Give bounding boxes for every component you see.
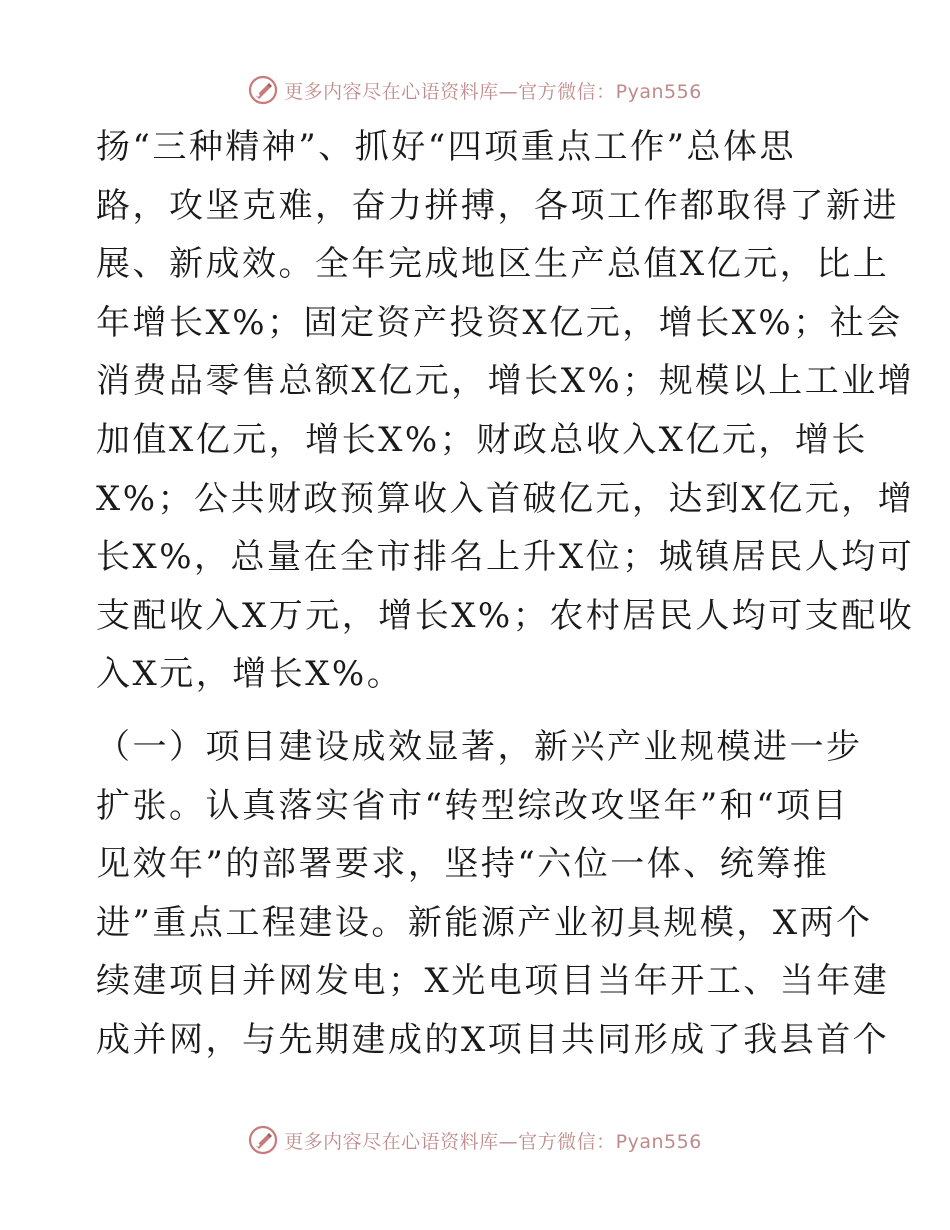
text-line: 扬“三种精神”、抓好“四项重点工作”总体思 [96, 127, 797, 167]
document-body [96, 118, 915, 1070]
text-line: 进”重点工程建设。新能源产业初具规模，X两个 [96, 902, 873, 943]
pen-logo-icon [248, 1125, 278, 1155]
text-line: 见效年”的部署要求，坚持“六位一体、统筹推 [96, 844, 830, 885]
section-heading-line: （一）项目建设成效显著，新兴产业规模进一步 [96, 726, 863, 767]
text-line: 入X元，增长X%。 [96, 654, 404, 695]
text-line: 年增长X%；固定资产投资X亿元，增长X%；社会 [96, 302, 903, 343]
watermark-text: 更多内容尽在心语资料库—官方微信：Pyan556 [284, 80, 702, 103]
footer-watermark [0, 1120, 950, 1160]
text-line: 消费品零售总额X亿元，增长X%；规模以上工业增 [96, 361, 915, 402]
watermark-text: 更多内容尽在心语资料库—官方微信：Pyan556 [284, 1130, 702, 1153]
paragraph-summary [96, 118, 915, 704]
text-line: 扩张。认真落实省市“转型综改攻坚年”和“项目 [96, 785, 850, 826]
paragraph-gap [96, 704, 866, 718]
text-line: 支配收入X万元，增长X%；农村居民人均可支配收 [96, 595, 915, 636]
paragraph-project-construction [96, 718, 890, 1070]
text-line: 长X%，总量在全市排名上升X位；城镇居民人均可 [96, 537, 915, 578]
text-line: 成并网，与先期建成的X项目共同形成了我县首个 [96, 1019, 890, 1060]
text-line: 加值X亿元，增长X%；财政总收入X亿元，增长 [96, 419, 868, 460]
header-watermark [0, 70, 950, 110]
text-line: 展、新成效。全年完成地区生产总值X亿元，比上 [96, 244, 890, 285]
text-line: X%；公共财政预算收入首破亿元，达到X亿元，增 [96, 478, 915, 519]
text-line: 路，攻坚克难，奋力拼搏，各项工作都取得了新进 [96, 185, 899, 226]
pen-logo-icon [248, 75, 278, 105]
text-line: 续建项目并网发电；X光电项目当年开工、当年建 [96, 961, 890, 1002]
